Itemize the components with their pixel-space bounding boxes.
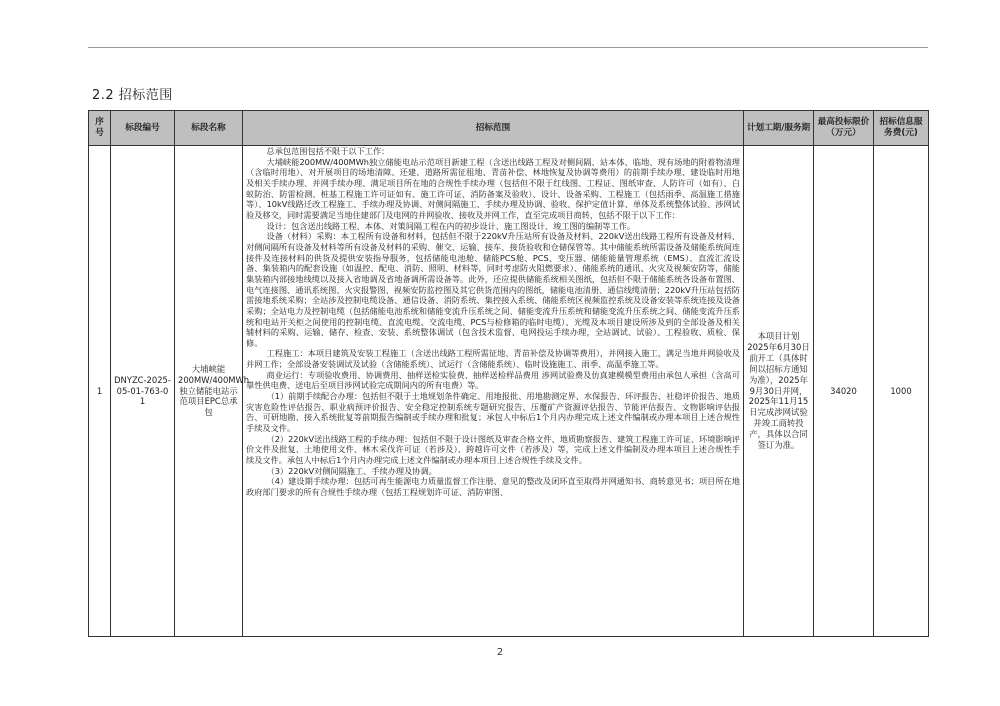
scope-paragraph: （2）220kV送出线路工程的手续办理：包括但不限于设计图纸及审查合格文件、地质勘察报告、建筑工程施工许可证、环境影响评价文件及批复、土地使用文件、林木采伐许可证（若涉及）、跨越许可文件（若涉及）等，完成上述文件编制及办理本项目上述合规性手续及文件。承包人中标后1个月内办理完成上述文件编制或办理本项目上述合规性手续及文件。 xyxy=(246,433,740,466)
scope-paragraph: 总承包范围包括不限于以下工作： xyxy=(266,146,390,156)
header-name: 标段名称 xyxy=(175,111,243,146)
page-number: 2 xyxy=(496,647,504,658)
cell-code: DNYZC-2025-05-01-763-01 xyxy=(111,146,175,637)
scope-paragraph: 设计：包含送出线路工程、本体、对策间隔工程在内的初步设计、施工图设计、竣工图的编制等工作。 xyxy=(266,220,635,231)
cell-seq: 1 xyxy=(89,146,111,637)
cell-fee: 1000 xyxy=(874,146,929,637)
header-code: 标段编号 xyxy=(111,111,175,146)
cell-name: 大埔峡能200MW/400MWh独立储能电站示范项目EPC总承包 xyxy=(175,146,243,637)
bid-scope-table xyxy=(88,110,929,637)
scope-text xyxy=(246,146,740,636)
scope-paragraph: 设备（材料）采购：本工程所有设备和材料，包括但不限于220kV升压站所有设备及材料、220kV送出线路工程所有设备及材料、对侧间隔所有设备及材料等所有设备及材料的采购、催交、运输、接车、接货验收和仓储保管等。其中储能系统所需设备及储能系统间连接件及连接材料的供货及提供安装指导服务，包括储能电池舱、储能PCS舱、PCS、变压器、储能能量管理系统（EMS）、直流汇流设备、集装箱内的配套设施（如温控、配电、消防、照明、材料等，同时考虑防火阻燃要求）、储能系统的通讯、火灾及视频安防等，储能集装箱内部接地线缆以及接入省地调及省地备调所需设备等。此外，还应提供储能系统相关图纸，包括但不限于储能系统各设备布置图、电气连接图、通讯系统图、火灾报警图、视频安防监控图及其它供货范围内的图纸，储能电池清册、通信线缆清册；220kV升压站包括防雷接地系统采购；全站涉及控制电缆设备、通信设备、消防系统、集控接入系统、储能系统区视频监控系统及设备安装等系统连接及设备采购；全站电力及控制电缆（包括储能电池系统和储能变流升压系统之间、储能变流升压系统和储能变流升压系统之间、储能变流升压系统和电站开关柜之间使用的控制电缆、直流电缆、交流电缆、PCS与检修箱的临时电缆）、光缆及本项目建设所涉及到的全部设备及相关辅材料的采购、运输、储存、检查、安装、系统整体调试（包含技术监督、电网投运手续办理，全站调试、试验）、工程验收、质检、保修。 xyxy=(246,231,740,348)
cell-schedule: 本项目计划2025年6月30日前开工（具体时间以招标方通知为准），2025年9月30日并网，2025年11月15日完成涉网试验并竣工商转投产，具体以合同签订为准。 xyxy=(744,146,814,637)
scope-paragraph: 大埔峡能200MW/400MWh独立储能电站示范项目新建工程（含送出线路工程及对侧间隔、站本体、临地、现有场地的附着物清理（含临时用地）、对开展项目的场地清障、还建、道路所需征租地、青苗补偿、林地恢复及协调等费用）的前期手续办理、建设临时用地及相关手续办理、并网手续办理、满足项目所在地的合规性手续办理（包括但不限于红线图、工程证、图纸审查、人防许可（如有）、白蚁防治、防雷检测、桩基工程施工许可证如有、施工许可证、消防备案及验收）、设计、设备采购、工程施工（包括雨季、高温施工措施等）、10kV线路迁改工程施工、手续办理及协调、对侧间隔施工、手续办理及协调、验收、保护定值计算、单体及系统整体试验、涉网试验及移交，同时需要满足当地住建部门及电网的并网验收、接收及并网工作，直至完成项目商转，包括不限于以下工作： xyxy=(246,156,740,220)
scope-paragraph: 工程施工：本项目建筑及安装工程施工（含送出线路工程所需征地、青苗补偿及协调等费用），并网接入施工，满足当地并网验收及并网工作；全部设备安装调试及试验（含储能系统）、试运行（含储能系统）、临时设施施工、雨季、高温季施工等。 xyxy=(246,348,740,370)
scope-paragraph: （1）前期手续配合办理：包括但不限于土地规划条件确定、用地报批、用地勘测定界、水保报告、环评报告、社稳评价报告、地质灾害危险性评估报告、职业病预评价报告、安全稳定控制系统专题研究报告、压覆矿产资源评估报告、节能评估报告、文物影响评估报告、可研地勘、接入系统批复等前期报告编制或手续办理和批复；承包人中标后1个月内办理完成上述文件编制或办理本项目上述合规性手续及文件。 xyxy=(246,391,740,434)
scope-paragraph: 商业运行：专项验收费用、协调费用、抽样送检实验费、抽样送检样品费用 涉网试验费及仿真建模模型费用由承包人承担（含高可靠性供电费、送电后至项目涉网试验完成期间内的所有电费）等。 xyxy=(246,369,740,391)
table-header-row xyxy=(89,111,929,146)
table-row xyxy=(89,146,929,637)
header-scope: 招标范围 xyxy=(243,111,744,146)
page-top-rule xyxy=(88,47,928,48)
header-fee: 招标信息服务费(元) xyxy=(874,111,929,146)
cell-scope xyxy=(243,146,744,637)
scope-paragraph: （4）建设期手续办理：包括可再生能源电力质量监督工作注册、意见的整改及闭环直至取得并网通知书、商转意见书；项目所在地政府部门要求的所有合规性手续办理（包括工程规划许可证、消防审图、 xyxy=(246,476,740,497)
header-max-price: 最高投标限价（万元） xyxy=(814,111,874,146)
header-seq: 序号 xyxy=(89,111,111,146)
scope-paragraph: （3）220kV对侧间隔施工、手续办理及协调。 xyxy=(266,465,437,476)
cell-max-price: 34020 xyxy=(814,146,874,637)
section-heading: 2.2 招标范围 xyxy=(92,88,173,103)
header-schedule: 计划工期/服务期 xyxy=(744,111,814,146)
